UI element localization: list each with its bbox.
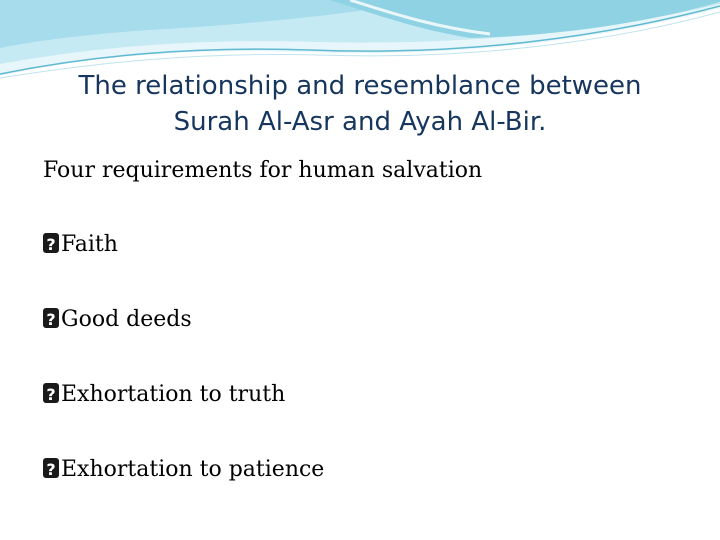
bullet-item-exhortation-patience	[43, 454, 324, 486]
bullet-text: Exhortation to patience	[61, 457, 325, 482]
bullet-item-faith	[43, 229, 324, 261]
title-line-1: The relationship and resemblance between	[78, 71, 642, 101]
bullet-text: Exhortation to truth	[61, 382, 286, 407]
bullet-text: Faith	[61, 232, 118, 257]
bullet-list	[43, 229, 324, 529]
subheading: Four requirements for human salvation	[43, 158, 483, 183]
bullet-item-good-deeds	[43, 304, 324, 336]
bullet-text: Good deeds	[61, 307, 192, 332]
bullet-item-exhortation-truth	[43, 379, 324, 411]
missing-glyph-icon	[43, 308, 59, 328]
missing-glyph-icon	[43, 458, 59, 478]
missing-glyph-icon	[43, 233, 59, 253]
title-line-2: Surah Al-Asr and Ayah Al-Bir.	[173, 107, 547, 137]
slide-title	[0, 68, 720, 140]
missing-glyph-icon	[43, 383, 59, 403]
